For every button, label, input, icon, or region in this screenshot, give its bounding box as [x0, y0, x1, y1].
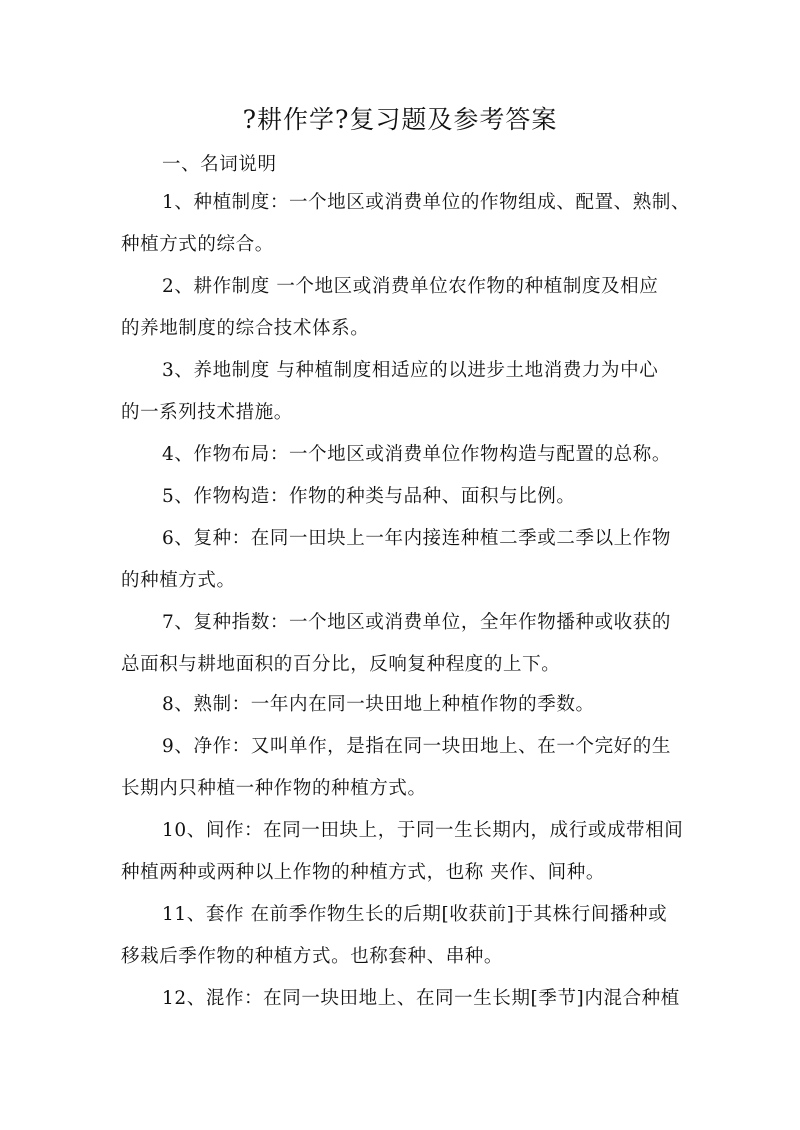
- document-title: ?耕作学?复习题及参考答案: [242, 105, 558, 134]
- definition-6-line-1: 6、复种：在同一田块上一年内接连种植二季或二季以上作物: [162, 528, 671, 549]
- definition-11-line-2: 移栽后季作物的种植方式。也称套种、串种。: [121, 946, 504, 967]
- definition-3-line-2: 的一系列技术措施。: [121, 402, 293, 423]
- definition-10-line-2: 种植两种或两种以上作物的种植方式，也称 夹作、间种。: [121, 862, 605, 883]
- definition-4-line-1: 4、作物布局：一个地区或消费单位作物构造与配置的总称。: [162, 444, 671, 465]
- definition-7-line-1: 7、复种指数：一个地区或消费单位，全年作物播种或收获的: [162, 612, 671, 633]
- definition-9-line-1: 9、净作：又叫单作，是指在同一块田地上、在一个完好的生: [162, 736, 671, 757]
- definition-11-line-1: 11、套作 在前季作物生长的后期[收获前]于其株行间播种或: [162, 904, 668, 925]
- definition-2-line-1: 2、耕作制度 一个地区或消费单位农作物的种植制度及相应: [162, 276, 659, 297]
- definition-3-line-1: 3、养地制度 与种植制度相适应的以进步土地消费力为中心: [162, 360, 659, 381]
- definition-12-line-1: 12、混作：在同一块田地上、在同一生长期[季节]内混合种植: [162, 988, 680, 1009]
- definition-10-line-1: 10、间作：在同一田块上，于同一生长期内，成行或成带相间: [162, 820, 684, 841]
- definition-8-line-1: 8、熟制：一年内在同一块田地上种植作物的季数。: [162, 694, 595, 715]
- definition-9-line-2: 长期内只种植一种作物的种植方式。: [121, 778, 427, 799]
- definition-6-line-2: 的种植方式。: [121, 570, 236, 591]
- definition-1-line-1: 1、种植制度：一个地区或消费单位的作物组成、配置、熟制、: [162, 192, 691, 213]
- definition-5-line-1: 5、作物构造：作物的种类与品种、面积与比例。: [162, 486, 576, 507]
- definition-2-line-2: 的养地制度的综合技术体系。: [121, 318, 370, 339]
- definition-7-line-2: 总面积与耕地面积的百分比，反响复种程度的上下。: [121, 654, 561, 675]
- section-heading: 一、名词说明: [162, 154, 277, 175]
- definition-1-line-2: 种植方式的综合。: [121, 234, 274, 255]
